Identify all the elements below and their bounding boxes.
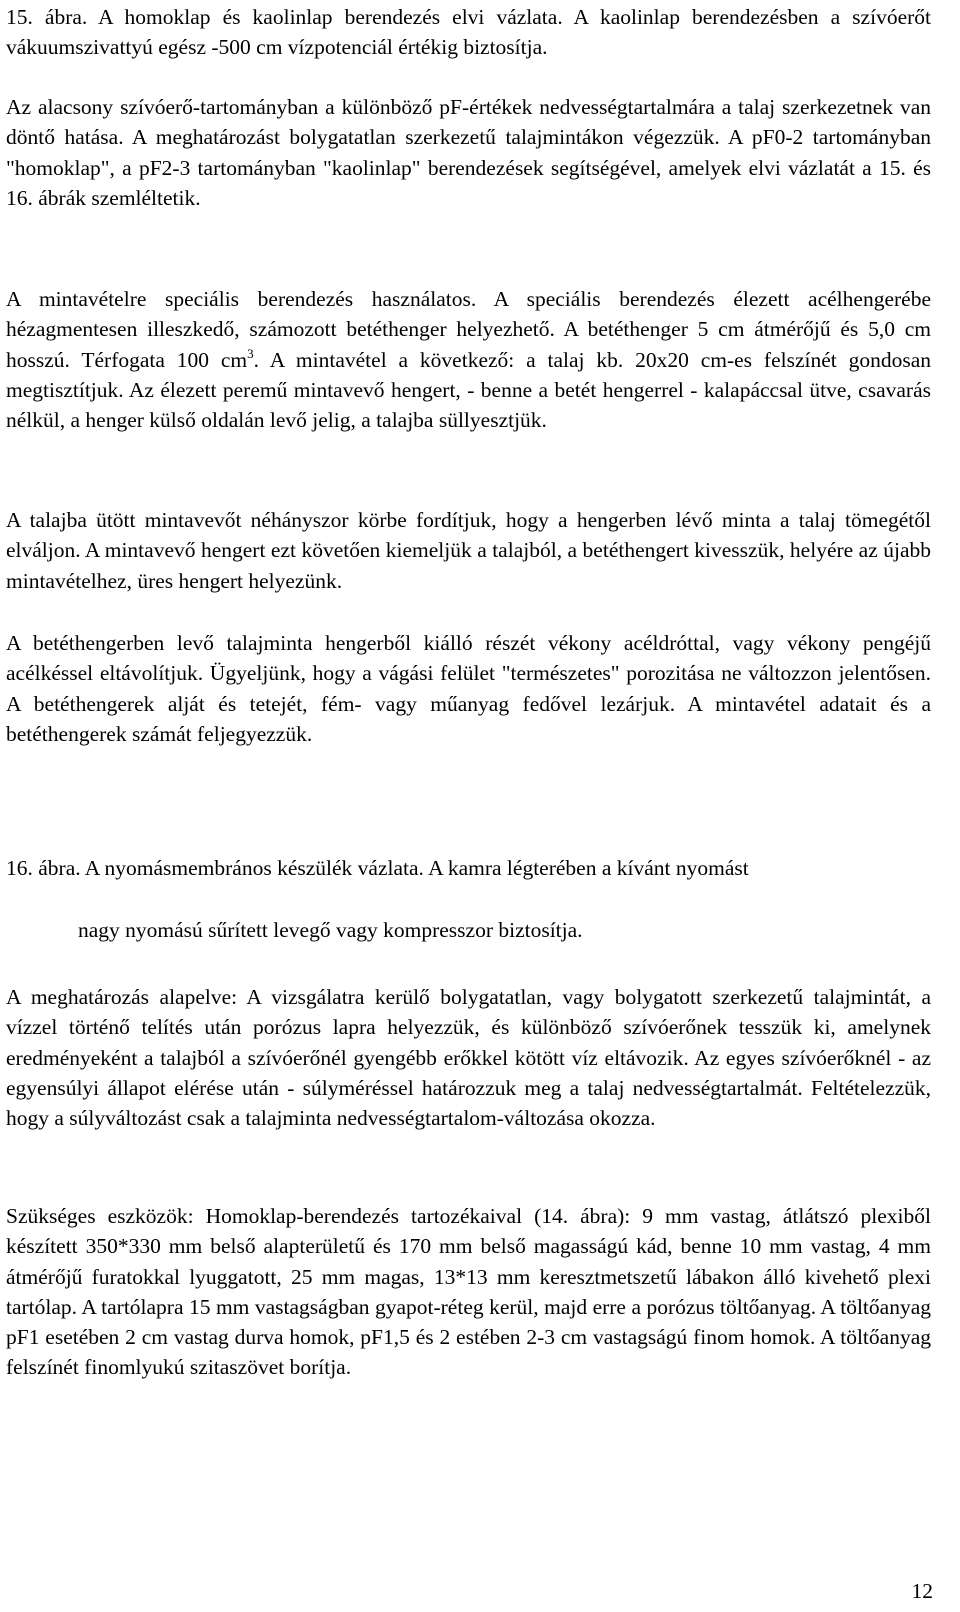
paragraph-sample-trimming: A betéthengerben levő talajminta hengerből kiálló részét vékony acéldróttal, vagy vékony pengéjű acélkéssel eltávolítjuk. Ügyeljünk, hogy a vágási felület "természetes" porozitása ne változzon jelentősen. A betéthengerek alját és tetejét, fém- vagy műanyag fedővel lezárjuk. A mintavétel adatait és a betéthengerek számát feljegyezzük. (6, 631, 931, 746)
figure-caption-16: 16. ábra. A nyomásmembrános készülék vázlata. A kamra légterében a kívánt nyomást (6, 856, 749, 880)
cubic-superscript: 3 (247, 345, 254, 361)
page-number: 12 (911, 1579, 933, 1603)
sampling-text-part-2: . A mintavétel a következő: a talaj kb. 20x20 cm-es felszínét gondosan megtisztítjuk. Az élezett peremű mintavevő hengert, - benne a betét hengerrel - kalapáccsal ütve, csavarás nélkül, a henger külső oldalán levő jelig, a talajba süllyesztjük. (6, 347, 931, 433)
paragraph-sampler-rotation: A talajba ütött mintavevőt néhányszor körbe fordítjuk, hogy a hengerben lévő minta a talaj tömegétől elváljon. A mintavevő hengert ezt követően kiemeljük a talajból, a betéthengert kivesszük, helyére az újabb mintavételhez, üres hengert helyezünk. (6, 508, 931, 593)
paragraph-required-equipment: Szükséges eszközök: Homoklap-berendezés tartozékaival (14. ábra): 9 mm vastag, átlátszó plexiből készített 350*330 mm belső alapterületű és 170 mm belső magasságú kád, benne 10 mm vastag, 4 mm átmérőjű furatokkal lyuggatott, 25 mm magas, 13*13 mm keresztmetszetű lábakon álló kivehető plexi tartólap. A tartólapra 15 mm vastagságban gyapot-réteg kerül, majd erre a porózus töltőanyag. A töltőanyag pF1 esetében 2 cm vastag durva homok, pF1,5 és 2 estében 2-3 cm vastagságú finom homok. A töltőanyag felszínét finomlyukú szitaszövet borítja. (6, 1204, 931, 1380)
paragraph-sampling-equipment (6, 284, 931, 435)
sampling-text-part-1: A mintavételre speciális berendezés használatos. A speciális berendezés élezett acélhengerébe hézagmentesen illeszkedő, számozott betéthenger helyezhető. A betéthenger 5 cm átmérőjű és 5,0 cm hosszú. Térfogata 100 cm (6, 287, 931, 372)
figure-caption-16-continuation: nagy nyomású sűrített levegő vagy kompresszor biztosítja. (78, 918, 583, 942)
paragraph-method-principle: A meghatározás alapelve: A vizsgálatra kerülő bolygatatlan, vagy bolygatott szerkezetű talajmintát, a vízzel történő telítés után porózus lapra helyezzük, és különböző szívóerőnek tesszük ki, amelynek eredményeként a talajból a szívóerőnél gyengébb erőkkel kötött víz eltávozik. Az egyes szívóerőknél - az egyensúlyi állapot elérése után - súlyméréssel határozzuk meg a talaj nedvességtartalmát. Feltételezzük, hogy a súlyváltozást csak a talajminta nedvességtartalom-változása okozza. (6, 985, 931, 1131)
paragraph-low-suction-range: Az alacsony szívóerő-tartományban a különböző pF-értékek nedvességtartalmára a talaj szerkezetnek van döntő hatása. A meghatározást bolygatatlan szerkezetű talajmintákon végezzük. A pF0-2 tartományban "homoklap", a pF2-3 tartományban "kaolinlap" berendezések segítségével, amelyek elvi vázlatát a 15. és 16. ábrák szemléltetik. (6, 95, 931, 210)
figure-caption-15: 15. ábra. A homoklap és kaolinlap berendezés elvi vázlata. A kaolinlap berendezésben a szívóerőt vákuumszivattyú egész -500 cm vízpotenciál értékig biztosítja. (6, 5, 931, 60)
